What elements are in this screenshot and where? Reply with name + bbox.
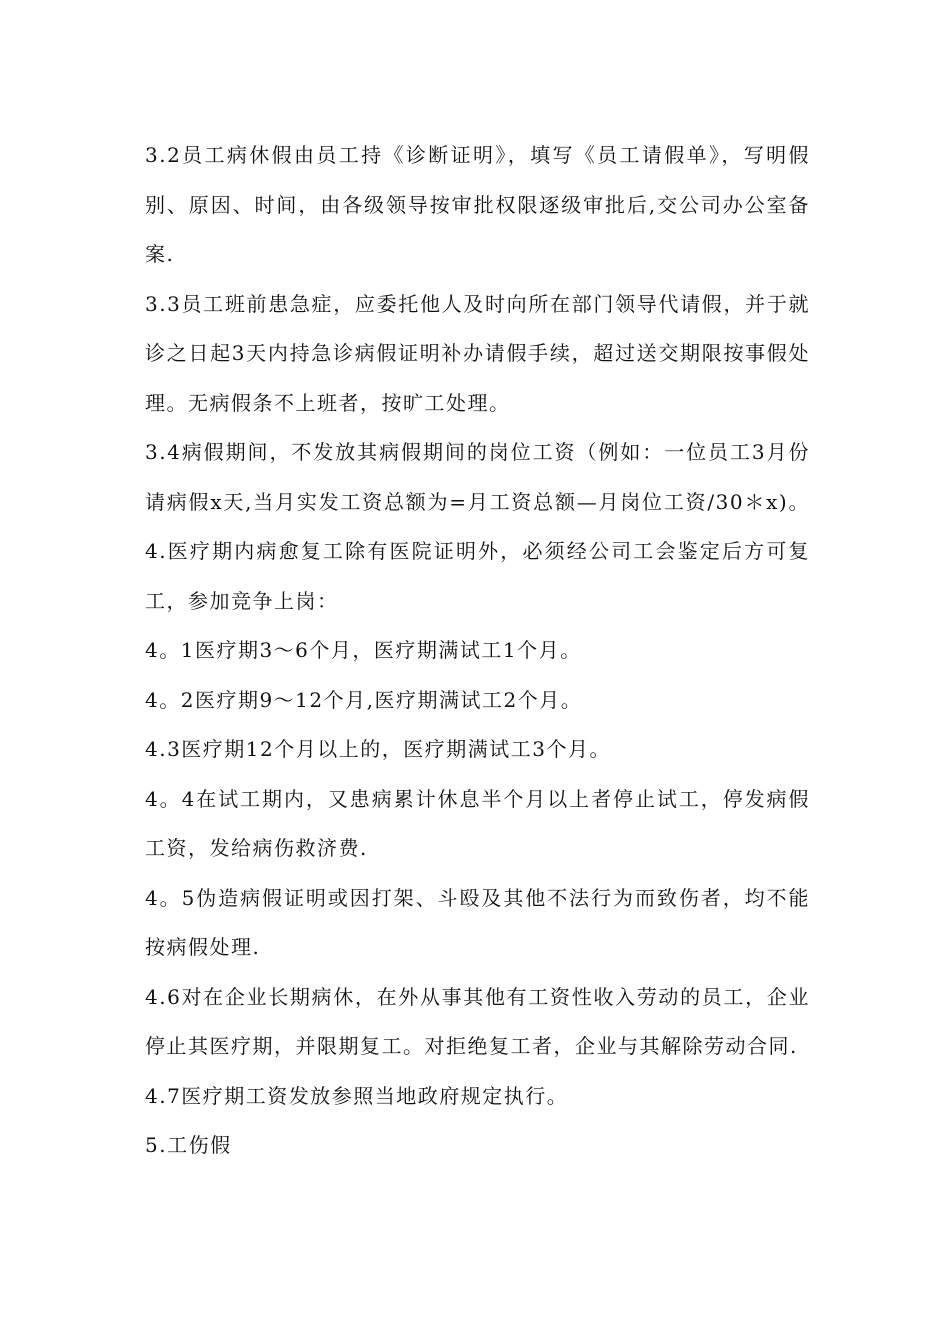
- paragraph-4-7: 4.7医疗期工资发放参照当地政府规定执行。: [145, 1083, 569, 1108]
- paragraph-4-5: 4。5伪造病假证明或因打架、斗殴及其他不法行为而致伤者，均不能按病假处理.: [145, 885, 810, 959]
- paragraph-3-3: 3.3员工班前患急症，应委托他人及时向所在部门领导代请假，并于就诊之日起3天内持急诊病假证明补办请假手续，超过送交期限按事假处理。无病假条不上班者，按旷工处理。: [145, 291, 810, 415]
- section-heading-5: 5.工伤假: [145, 1133, 232, 1157]
- paragraph-4-2: 4。2医疗期9～12个月,医疗期满试工2个月。: [145, 687, 583, 712]
- paragraph-4-3: 4.3医疗期12个月以上的，医疗期满试工3个月。: [145, 737, 611, 761]
- paragraph-4-1: 4。1医疗期3～6个月，医疗期满试工1个月。: [145, 638, 582, 662]
- paragraph-3-2: 3.2员工病休假由员工持《诊断证明》，填写《员工请假单》，写明假别、原因、时间，由各级领导按审批权限逐级审批后,交公司办公室备案.: [145, 143, 810, 266]
- document-body: [145, 131, 842, 1171]
- paragraph-4-6: 4.6对在企业长期病休，在外从事其他有工资性收入劳动的员工，企业停止其医疗期，并限期复工。对拒绝复工者，企业与其解除劳动合同.: [145, 984, 810, 1058]
- paragraph-3-4: 3.4病假期间，不发放其病假期间的岗位工资（例如：一位员工3月份请病假x天,当月实发工资总额为=月工资总额—月岗位工资/30＊x)。 4.医疗期内病愈复工除有医院证明外，必须经公司工会鉴定后方可复工，参加竞争上岗：: [145, 440, 842, 613]
- paragraph-4-4: 4。4在试工期内，又患病累计休息半个月以上者停止试工，停发病假工资，发给病伤救济费.: [145, 786, 810, 860]
